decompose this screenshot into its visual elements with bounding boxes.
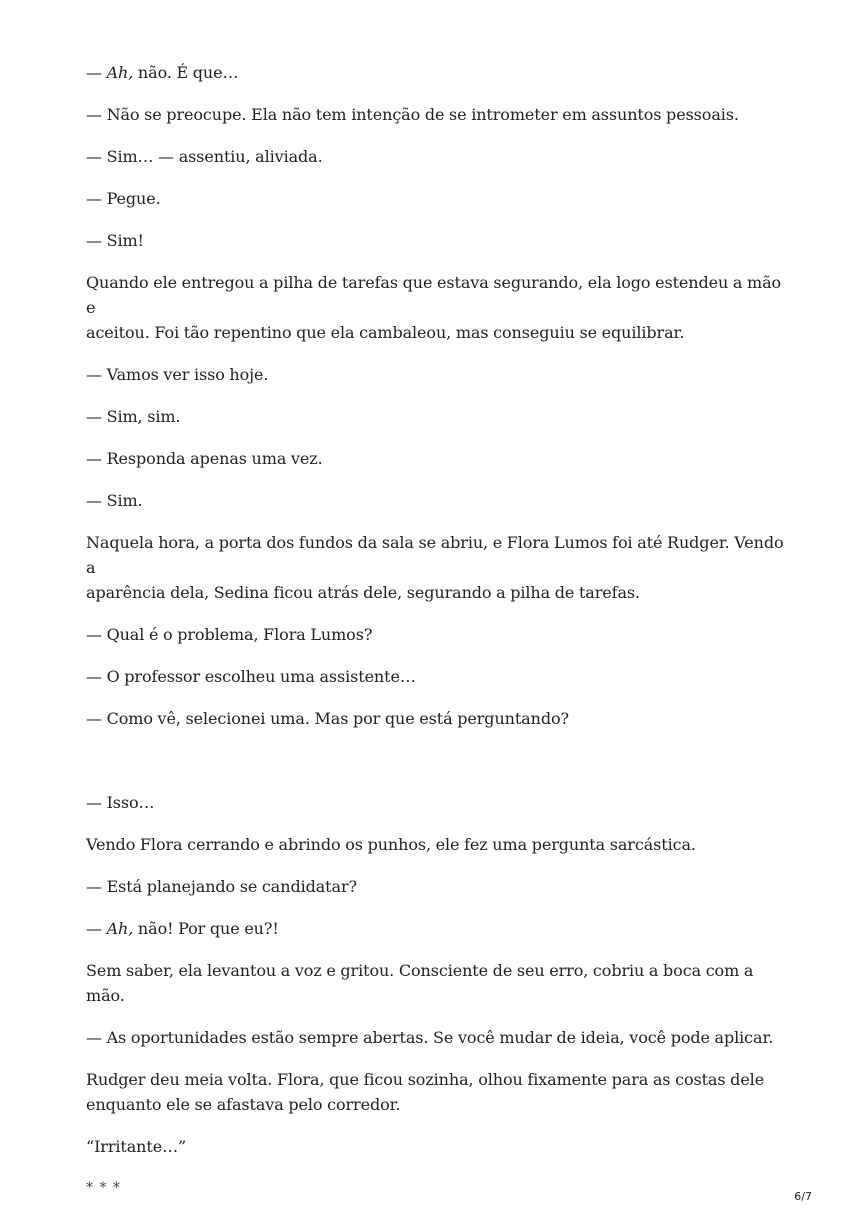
paragraph-line: Quando ele entregou a pilha de tarefas que estava segurando, ela logo estendeu a mão e — [86, 273, 782, 317]
paragraph: — Está planejando se candidatar? — [86, 877, 357, 896]
paragraph: — O professor escolheu uma assistente… — [86, 667, 416, 686]
paragraph-text: não! Por que eu?! — [133, 919, 279, 938]
paragraph-line: aparência dela, Sedina ficou atrás dele, segurando a pilha de tarefas. — [86, 583, 641, 602]
paragraph: — Pegue. — [86, 189, 161, 208]
paragraph: “Irritante…” — [86, 1137, 187, 1156]
scene-separator: * * * — [86, 1180, 121, 1196]
paragraph: — Sim. — [86, 491, 143, 510]
paragraph-line: aceitou. Foi tão repentino que ela cambaleou, mas conseguiu se equilibrar. — [86, 323, 685, 342]
paragraph-line: enquanto ele se afastava pelo corredor. — [86, 1095, 401, 1114]
paragraph: — As oportunidades estão sempre abertas. Se você mudar de ideia, você pode aplicar. — [86, 1028, 774, 1047]
paragraph: Vendo Flora cerrando e abrindo os punhos, ele fez uma pergunta sarcástica. — [86, 835, 696, 854]
dialogue-dash: — — [86, 63, 107, 82]
paragraph — [86, 530, 786, 605]
emphasis-text: Ah, — [106, 63, 134, 82]
paragraph — [86, 60, 786, 85]
paragraph: — Qual é o problema, Flora Lumos? — [86, 625, 373, 644]
paragraph: — Sim, sim. — [86, 407, 181, 426]
paragraph-line: Rudger deu meia volta. Flora, que ficou sozinha, olhou fixamente para as costas dele — [86, 1070, 765, 1089]
paragraph: — Responda apenas uma vez. — [86, 449, 323, 468]
paragraph: Sem saber, ela levantou a voz e gritou. Consciente de seu erro, cobriu a boca com a mão. — [86, 961, 754, 1005]
paragraph — [86, 916, 786, 941]
paragraph — [86, 270, 786, 345]
paragraph: — Sim! — [86, 231, 144, 250]
paragraph-line: Naquela hora, a porta dos fundos da sala se abriu, e Flora Lumos foi até Rudger. Vendo a — [86, 533, 784, 577]
page-number: 6/7 — [794, 1190, 812, 1203]
paragraph-text: não. É que… — [133, 63, 239, 82]
emphasis-text: Ah, — [106, 919, 134, 938]
document-body — [86, 60, 786, 1201]
paragraph: — Vamos ver isso hoje. — [86, 365, 269, 384]
paragraph: — Isso… — [86, 793, 155, 812]
paragraph: — Como vê, selecionei uma. Mas por que está perguntando? — [86, 709, 569, 728]
dialogue-dash: — — [86, 919, 107, 938]
paragraph: — Sim… — assentiu, aliviada. — [86, 147, 323, 166]
paragraph: — Não se preocupe. Ela não tem intenção de se intrometer em assuntos pessoais. — [86, 105, 739, 124]
paragraph — [86, 1067, 786, 1117]
